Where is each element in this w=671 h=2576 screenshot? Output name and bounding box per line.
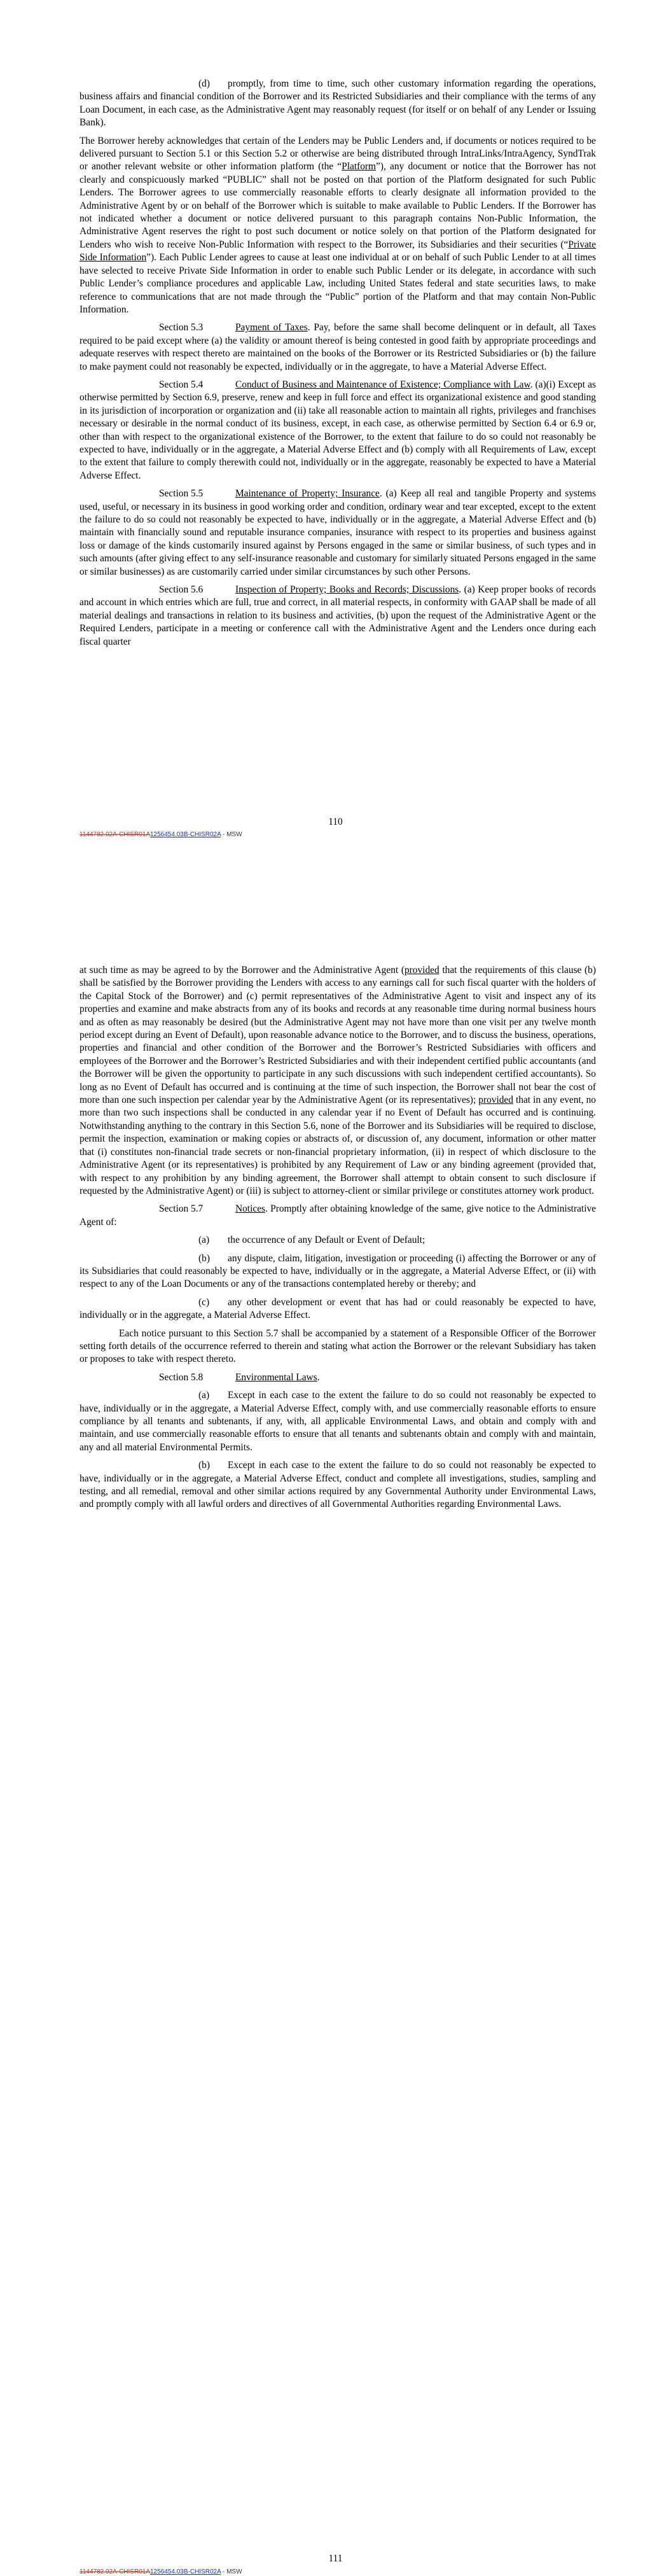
defined-term-private-side: Private Side Information (80, 239, 596, 263)
footer-deleted-id: 1144782.02A-CHISR01A (80, 831, 150, 838)
section-5-5 (80, 487, 596, 578)
section-title: Payment of Taxes (235, 322, 308, 333)
clause-label: (b) (198, 1252, 210, 1264)
page-111 (0, 869, 671, 2575)
clause-label: (c) (198, 1296, 210, 1308)
clause-5-7-c (80, 1296, 596, 1322)
section-number: Section 5.7 (159, 1203, 204, 1215)
paragraph-d (80, 78, 596, 130)
notice-paragraph: Each notice pursuant to this Section 5.7 shall be accompanied by a statement of a Responsible Officer of the Borrower setting forth details of the occurrence referred to therein and stating what action the Borrower or the relevant Subsidiary has taken or proposes to take with respect thereto. (80, 1327, 596, 1365)
section-5-3 (80, 321, 596, 374)
footer-deleted-id: 1144782.02A-CHISR01A (80, 2568, 150, 2575)
section-number: Section 5.3 (159, 322, 204, 333)
section-5-6-continued (80, 964, 596, 1198)
clause-5-7-b (80, 1252, 596, 1291)
footer-suffix: - MSW (221, 2568, 242, 2575)
text-run: at such time as may be agreed to by the Borrower and the Administrative Agent ( (80, 965, 405, 976)
section-number: Section 5.6 (159, 584, 204, 596)
section-title: Conduct of Business and Maintenance of Existence; Compliance with Law (235, 379, 530, 390)
section-title: Inspection of Property; Books and Records; Discussions (235, 584, 459, 596)
clause-text: promptly, from time to time, such other customary information regarding the operations, business affairs and financial condition of the Borrower and its Restricted Subsidiaries and their compliance with the terms of any Loan Document, in each case, as the Administrative Agent may reasonably request (for itself or on behalf of any Lender or Issuing Bank). (80, 78, 596, 129)
section-text: . (a) Keep proper books of records and account in which entries which are full, true and correct, in all material respects, in conformity with GAAP shall be made of all material dealings and transactions in relation to its business and activities, (b) upon the request of the Administrative Agent or the Required Lenders, participate in a meeting or conference call with the Administrative Agent and the Lenders once during each fiscal quarter (80, 584, 596, 647)
section-text: . (a) Keep all real and tangible Property and systems used, useful, or necessary in its business in good working order and condition, ordinary wear and tear excepted, except to the extent the failure to do so could not reasonably be expected to have, individually or in the aggregate, a Material Adverse Effect and (b) maintain with financially sound and reputable insurance companies, insurance with respect to its properties and business against loss or damage of the kinds customarily insured against by Persons engaged in the same or similar business, of such types and in such amounts (after giving effect to any self-insurance reasonable and customary for similarly situated Persons engaged in the same or similar businesses) as are customarily carried under similar circumstances by such other Persons. (80, 488, 596, 577)
page-111-body (80, 964, 596, 1516)
section-title: Maintenance of Property; Insurance (235, 488, 380, 500)
clause-label: (b) (198, 1460, 210, 1471)
section-title: Notices (235, 1203, 266, 1215)
section-5-7 (80, 1203, 596, 1229)
page-110 (0, 0, 671, 869)
clause-label: (d) (198, 78, 210, 89)
section-text: . Pay, before the same shall become delinquent or in default, all Taxes required to be paid except where (a) the validity or amount thereof is being contested in good faith by appropriate proceedings and adequate reserves with respect thereto are maintained on the books of the Borrower or its Restricted Subsidiaries or (b) the failure to make payment could not reasonably be expected, individually or in the aggregate, to have a Material Adverse Effect. (80, 322, 596, 372)
page-number: 111 (328, 2553, 343, 2564)
proviso-term: provided (478, 1095, 513, 1106)
section-number: Section 5.8 (159, 1371, 204, 1383)
text-run: that the requirements of this clause (b) shall be satisfied by the Borrower providing the Lenders with access to any earnings call for such fiscal quarter with the holders of the Capital Stock of the Borrower) and (c) permit representatives of the Administrative Agent to visit and inspect any of its properties and examine and make abstracts from any of its books and records at any reasonable time during normal business hours and as often as may reasonably be desired (but the Administrative Agent may not have more than one visit per any twelve month period except during an Event of Default), upon reasonable advance notice to the Borrower, and to discuss the business, operations, properties and financial and other condition of the Borrower and the Borrower’s Restricted Subsidiaries with officers and employees of the Borrower and the Borrower’s Restricted Subsidiaries and with their independent certified public accountants (and the Borrower will be given the opportunity to participate in any such discussions with such independent certified accountants). So long as no Event of Default has occurred and is continuing at the time of such inspection, the Borrower shall not bear the cost of more than one such inspection per calendar year by the Administrative Agent (or its representatives); (80, 965, 596, 1106)
section-text: . (a)(i) Except as otherwise permitted by Section 6.9, preserve, renew and keep in full force and effect its organizational existence and good standing in its jurisdiction of incorporation or organization and (ii) take all reasonable action to maintain all rights, privileges and franchises necessary or desirable in the normal conduct of its business, except, in each case, as otherwise permitted by Section 6.4 or 6.9 or, other than with respect to the organizational existence of the Borrower, to the extent that failure to do so could not reasonably be expected to have, individually or in the aggregate, a Material Adverse Effect and (b) comply with all Requirements of Law, except to the extent that failure to comply therewith could not, individually or in the aggregate, reasonably be expected to have a Material Adverse Effect. (80, 379, 596, 481)
text-run: ”), any document or notice that the Borrower has not clearly and conspicuously marked “PUBLIC” shall not be posted on that portion of the Platform designated for such Public Lenders. The Borrower agrees to use commercially reasonable efforts to clearly designate all information provided to the Administrative Agent by or on behalf of the Borrower which is suitable to make available to Public Lenders. If the Borrower has not indicated whether a document or notice delivered pursuant to this paragraph contains Non-Public Information, the Administrative Agent reserves the right to post such document or notice solely on that portion of the Platform designated for Lenders who wish to receive Non-Public Information with respect to the Borrower, its Subsidiaries and their securities (“ (80, 161, 596, 250)
proviso-term: provided (404, 965, 439, 976)
section-5-6 (80, 584, 596, 648)
text-run: The Borrower hereby acknowledges that certain of the Lenders may be Public Lenders and, if documents or notices required to be delivered pursuant to Section 5.1 or this Section 5.2 or otherwise are being distributed through IntraLinks/IntraAgency, SyndTrak or another relevant website or other information platform (the “ (80, 135, 596, 172)
public-lenders-paragraph (80, 135, 596, 317)
clause-text: any dispute, claim, litigation, investigation or proceeding (i) affecting the Borrower or any of its Subsidiaries that could reasonably be expected to have, individually or in the aggregate, a Material Adverse Effect, or (ii) with respect to any of the Loan Documents or any of the transactions contemplated hereby or thereby; and (80, 1252, 596, 1290)
text-run: that in any event, no more than two such inspections shall be conducted in any calendar year if no Event of Default has occurred and is continuing. Notwithstanding anything to the contrary in this Section 5.6, none of the Borrower and its Subsidiaries will be required to disclose, permit the inspection, examination or making copies or abstracts of, or discussion of, any document, information or other matter that (i) constitutes non-financial trade secrets or non-financial proprietary information, (ii) in respect of which disclosure to the Administrative Agent (or its representatives) is prohibited by any Requirement of Law or any binding agreement (provided that, with respect to any prohibition by any binding agreement, the Borrower shall attempt to obtain consent to such disclosure if requested by the Administrative Agent) or (iii) is subject to attorney-client or similar privilege or constitutes attorney work product. (80, 1095, 596, 1196)
page-110-body (80, 78, 596, 654)
section-text: . Promptly after obtaining knowledge of the same, give notice to the Administrative Agent of: (80, 1203, 596, 1228)
section-5-8 (80, 1371, 596, 1384)
footer-suffix: - MSW (221, 831, 242, 838)
document-footer (80, 2568, 242, 2576)
footer-inserted-id: 1256454.03B-CHISR02A (150, 831, 221, 838)
document-footer (80, 831, 242, 839)
text-run: ”). Each Public Lender agrees to cause at least one individual at or on behalf of such Public Lender to at all times have selected to receive Private Side Information in order to enable such Public Lender or its delegate, in accordance with such Public Lender’s compliance procedures and applicable Law, including United States federal and state securities laws, to make reference to communications that are not made through the “Public” portion of the Platform and that may contain Non-Public Information. (80, 252, 596, 315)
section-title: Environmental Laws (235, 1371, 317, 1383)
page-number: 110 (328, 816, 343, 827)
clause-text: Except in each case to the extent the failure to do so could not reasonably be expected to have, individually or in the aggregate, a Material Adverse Effect, conduct and complete all investigations, studies, sampling and testing, and all remedial, removal and other similar actions required by any Governmental Authority under Environmental Laws, and promptly comply with all lawful orders and directives of all Governmental Authorities regarding Environmental Laws. (80, 1460, 596, 1510)
clause-text: the occurrence of any Default or Event of Default; (228, 1235, 425, 1246)
section-period: . (317, 1371, 320, 1383)
clause-5-8-a (80, 1389, 596, 1454)
clause-label: (a) (198, 1390, 210, 1401)
section-5-4 (80, 379, 596, 482)
section-number: Section 5.4 (159, 379, 204, 390)
clause-5-8-b (80, 1459, 596, 1511)
footer-inserted-id: 1256454.03B-CHISR02A (150, 2568, 221, 2575)
defined-term-platform: Platform (342, 161, 377, 172)
clause-text: any other development or event that has had or could reasonably be expected to have, individually or in the aggregate, a Material Adverse Effect. (80, 1296, 596, 1321)
clause-label: (a) (198, 1235, 210, 1246)
clause-5-7-a (80, 1234, 596, 1247)
section-number: Section 5.5 (159, 488, 204, 500)
clause-text: Except in each case to the extent the failure to do so could not reasonably be expected to have, individually or in the aggregate, a Material Adverse Effect, comply with, and use commercially reasonable efforts to ensure compliance by all tenants and subtenants, if any, with, all applicable Environmental Laws, and obtain and comply with and maintain, and use commercially reasonable efforts to ensure that all tenants and subtenants obtain and comply with and maintain, any and all material Environmental Permits. (80, 1390, 596, 1453)
